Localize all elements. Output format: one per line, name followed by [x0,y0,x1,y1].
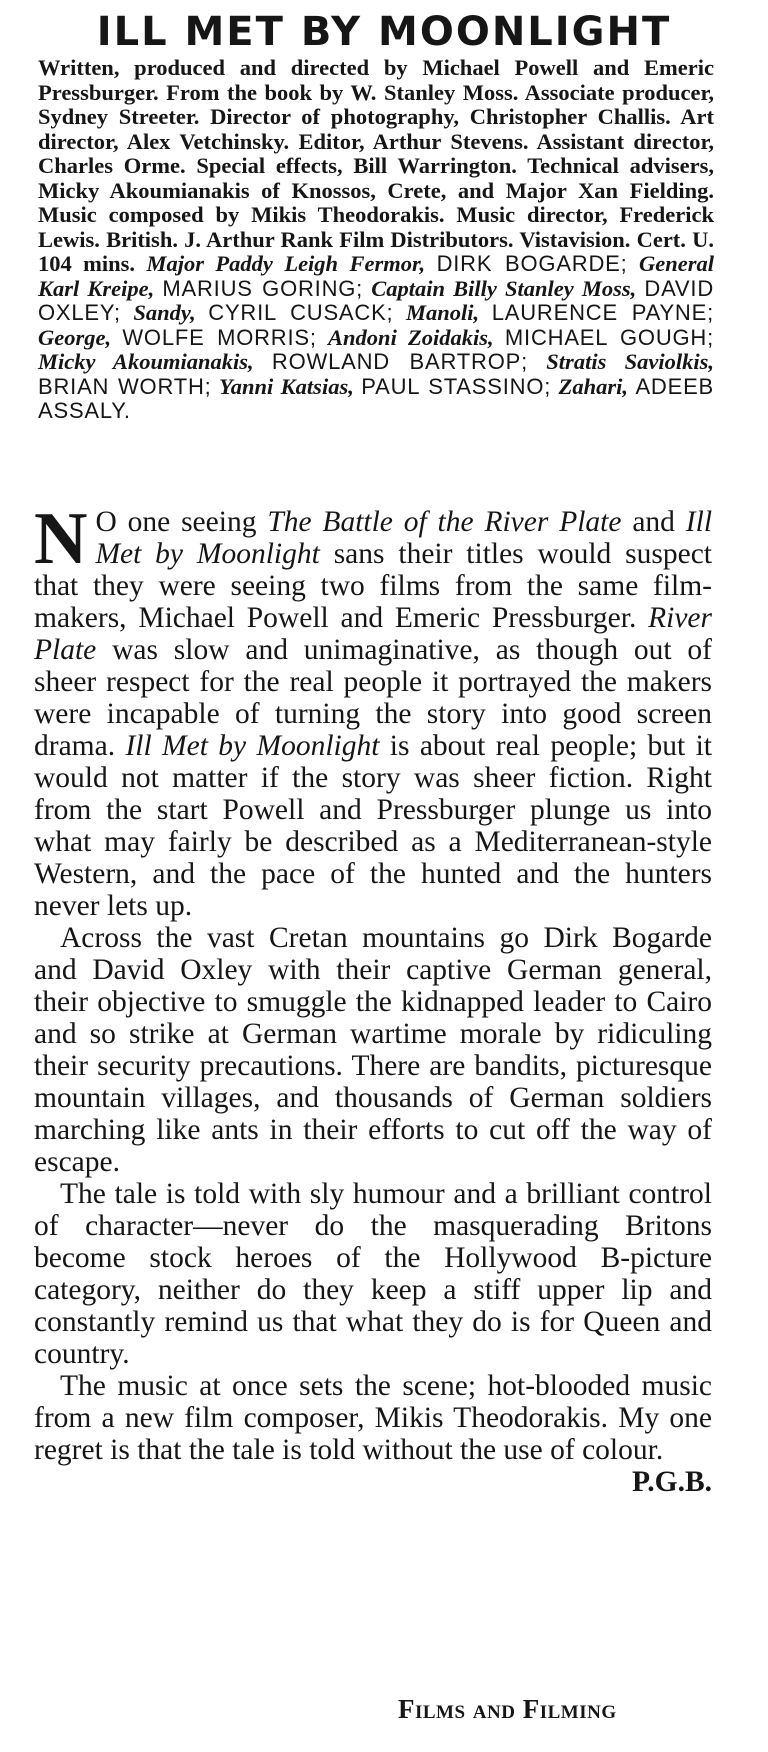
reviewer-signature: P.G.B. [631,1466,712,1498]
credits-block [38,56,714,424]
publication-footer: Films and Filming [398,1694,617,1724]
review-text: was slow and unimaginative, as though out of sheer respect for the real people it portrayed the makers were incapable of turning the story into good screen drama. [34,634,712,762]
review-text: sans their titles would suspect that they were seeing two films from the same film-makers, Michael Powell and Emeric Pressburger. [34,538,712,634]
film-reference: River Plate [34,602,712,666]
cast-role: Sandy, [133,300,196,325]
drop-cap: N [34,498,88,580]
review-text: and [621,506,686,538]
cast-role: Manoli, [406,300,480,325]
review-paragraph-3: The tale is told with sly humour and a brilliant control of character—never do the masquerading Britons become stock heroes of the Hollywood B-picture category, neither do they keep a stiff upper lip and constantly remind us that what they do is for Queen and country. [34,1178,712,1370]
review-text: O one seeing [95,506,268,538]
cast-role: Andoni Zoidakis, [328,324,494,350]
review-text: The music at once sets the scene; hot-blooded music from a new film composer, Mikis Theodorakis. My one regret is that the tale is told without the use of colour. [34,1370,712,1466]
review-paragraph-4 [34,1370,712,1498]
cast-role: Micky Akoumianakis, [38,349,254,374]
cast-list [38,251,714,423]
cast-actor: BRIAN WORTH; [38,373,212,399]
cast-role: Zahari, [558,373,628,399]
film-reference: Ill Met by Moonlight [95,506,713,570]
cast-actor: MARIUS GORING; [162,275,364,301]
cast-role: Yanni Katsias, [219,373,354,399]
credits-text: Written, produced and directed by Michael Powell and Emeric Pressburger. From the book by W. Stanley Moss. Associate producer, Sydney Streeter. Director of photography, Christopher Challis. Art director, Alex Vetchinsky. Editor, Arthur Stevens. Assistant director, Charles Orme. Special effects, Bill Warrington. Technical advisers, Micky Akoumianakis of Knossos, Crete, and Major Xan Fielding. Music composed by Mikis Theodorakis. Music director, Frederick Lewis. British. J. Arthur Rank Film Distributors. Vistavision. Cert. U. 104 mins. [38,55,714,276]
review-text: is about real people; but it would not matter if the story was sheer fiction. Right from the start Powell and Pressburger plunge us into what may fairly be described as a Mediterranean-style Western, and the pace of the hunted and the hunters never lets up. [34,730,712,922]
cast-actor: ADEEB ASSALY. [38,373,715,423]
film-reference: Ill Met by Moonlight [125,730,380,762]
cast-actor: MICHAEL GOUGH; [504,324,715,350]
cast-role: Captain Billy Stanley Moss, [371,275,637,301]
film-title: ILL MET BY MOONLIGHT [96,9,672,55]
cast-actor: ROWLAND BARTROP; [271,349,528,374]
review-paragraph-1 [34,498,713,922]
cast-role: George, [38,324,112,350]
cast-actor: PAUL STASSINO; [361,373,552,399]
cast-actor: CYRIL CUSACK; [208,300,394,325]
review-body [34,498,713,1498]
cast-actor: LAURENCE PAYNE; [491,300,715,325]
cast-actor: WOLFE MORRIS; [122,324,317,350]
cast-actor: DAVID OXLEY; [38,275,715,325]
film-reference: The Battle of the River Plate [267,506,622,538]
cast-role: Stratis Saviolkis, [546,349,714,374]
review-paragraph-2: Across the vast Cretan mountains go Dirk Bogarde and David Oxley with their captive German general, their objective to smuggle the kidnapped leader to Cairo and so strike at German wartime morale by ridiculing their security precautions. There are bandits, picturesque mountain villages, and thousands of German soldiers marching like ants in their efforts to cut off the way of escape. [34,922,712,1178]
cast-role: General Karl Kreipe, [38,251,714,301]
cast-actor: DIRK BOGARDE; [436,251,628,276]
cast-role: Major Paddy Leigh Fermor, [146,251,426,276]
